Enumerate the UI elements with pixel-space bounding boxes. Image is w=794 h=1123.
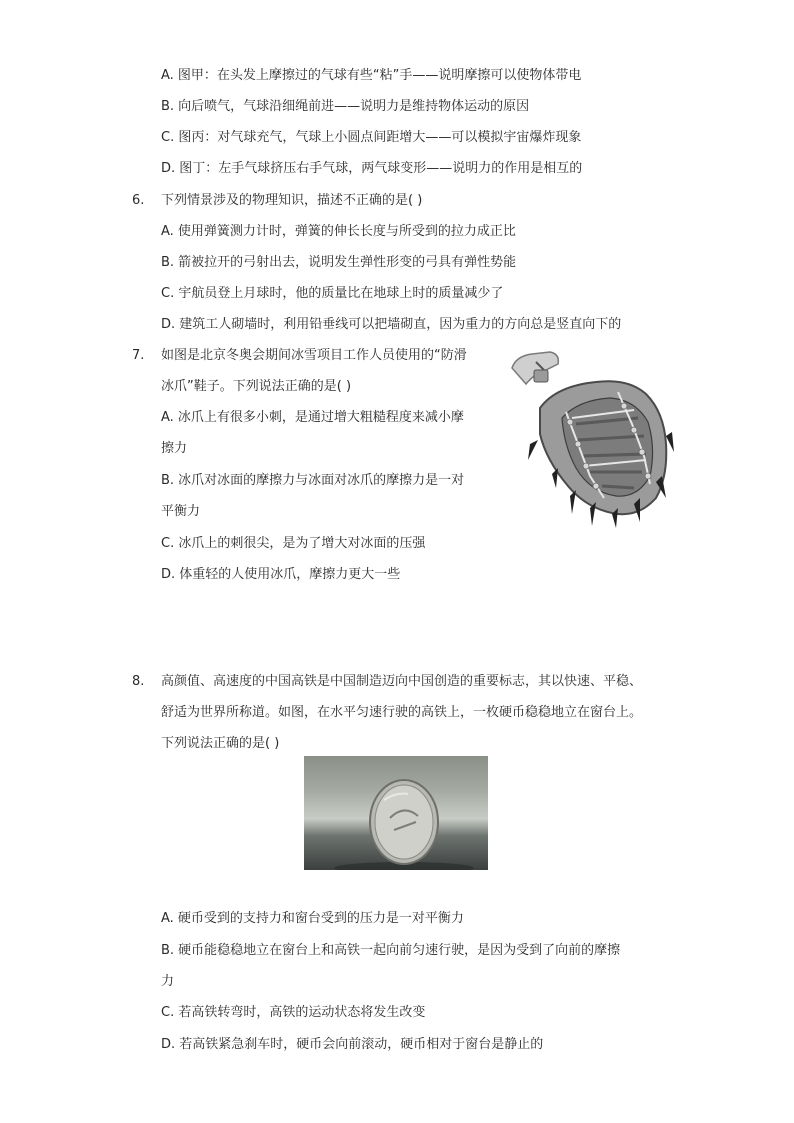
q8-option-b: B. 硬币能稳稳地立在窗台上和高铁一起向前匀速行驶，是因为受到了向前的摩擦 — [161, 943, 621, 958]
q7-stem-line-1: 如图是北京冬奥会期间冰雪项目工作人员使用的“防滑 — [161, 348, 467, 363]
q6-option-b: B. 箭被拉开的弓射出去，说明发生弹性形变的弓具有弹性势能 — [161, 255, 517, 270]
q8-stem-line-1: 高颜值、高速度的中国高铁是中国制造迈向中国创造的重要标志，其以快速、平稳、 — [161, 674, 643, 689]
q8-option-c: C. 若高铁转弯时，高铁的运动状态将发生改变 — [161, 1005, 426, 1020]
q7-stem-line-2: 冰爪”鞋子。下列说法正确的是( ) — [161, 379, 352, 394]
q6-option-d: D. 建筑工人砌墙时，利用铅垂线可以把墙砌直，因为重力的方向总是竖直向下的 — [161, 317, 622, 332]
q6-number: 6. — [132, 193, 145, 208]
q7-option-b: B. 冰爪对冰面的摩擦力与冰面对冰爪的摩擦力是一对 — [161, 473, 465, 488]
q8-option-a: A. 硬币受到的支持力和窗台受到的压力是一对平衡力 — [161, 911, 464, 926]
q7-option-d: D. 体重轻的人使用冰爪，摩擦力更大一些 — [161, 567, 401, 582]
q6-option-a: A. 使用弹簧测力计时，弹簧的伸长长度与所受到的拉力成正比 — [161, 224, 516, 239]
q8-option-d: D. 若高铁紧急刹车时，硬币会向前滚动，硬币相对于窗台是静止的 — [161, 1037, 544, 1052]
q7-number: 7. — [132, 348, 145, 363]
q5-option-c: C. 图丙：对气球充气，气球上小圆点间距增大——可以模拟宇宙爆炸现象 — [161, 130, 582, 145]
q8-stem-line-2: 舒适为世界所称道。如图，在水平匀速行驶的高铁上，一枚硬币稳稳地立在窗台上。 — [161, 705, 643, 720]
q7-option-b-cont: 平衡力 — [161, 504, 201, 519]
q7-option-c: C. 冰爪上的刺很尖，是为了增大对冰面的压强 — [161, 536, 426, 551]
q5-option-a: A. 图甲：在头发上摩擦过的气球有些“粘”手——说明摩擦可以使物体带电 — [161, 68, 582, 83]
q7-option-a-cont: 擦力 — [161, 441, 188, 456]
q5-option-b: B. 向后喷气，气球沿细绳前进——说明力是维持物体运动的原因 — [161, 99, 530, 114]
coin-on-windowsill-image — [304, 756, 488, 870]
q6-option-c: C. 宇航员登上月球时，他的质量比在地球上时的质量减少了 — [161, 286, 504, 301]
q8-stem-line-3: 下列说法正确的是( ) — [161, 736, 280, 751]
q7-option-a: A. 冰爪上有很多小刺，是通过增大粗糙程度来减小摩 — [161, 410, 464, 425]
crampon-shoe-image — [506, 348, 676, 530]
q8-option-b-cont: 力 — [161, 974, 175, 989]
q6-stem: 下列情景涉及的物理知识，描述不正确的是( ) — [161, 193, 423, 208]
q5-option-d: D. 图丁：左手气球挤压右手气球，两气球变形——说明力的作用是相互的 — [161, 161, 583, 176]
q8-number: 8. — [132, 674, 145, 689]
